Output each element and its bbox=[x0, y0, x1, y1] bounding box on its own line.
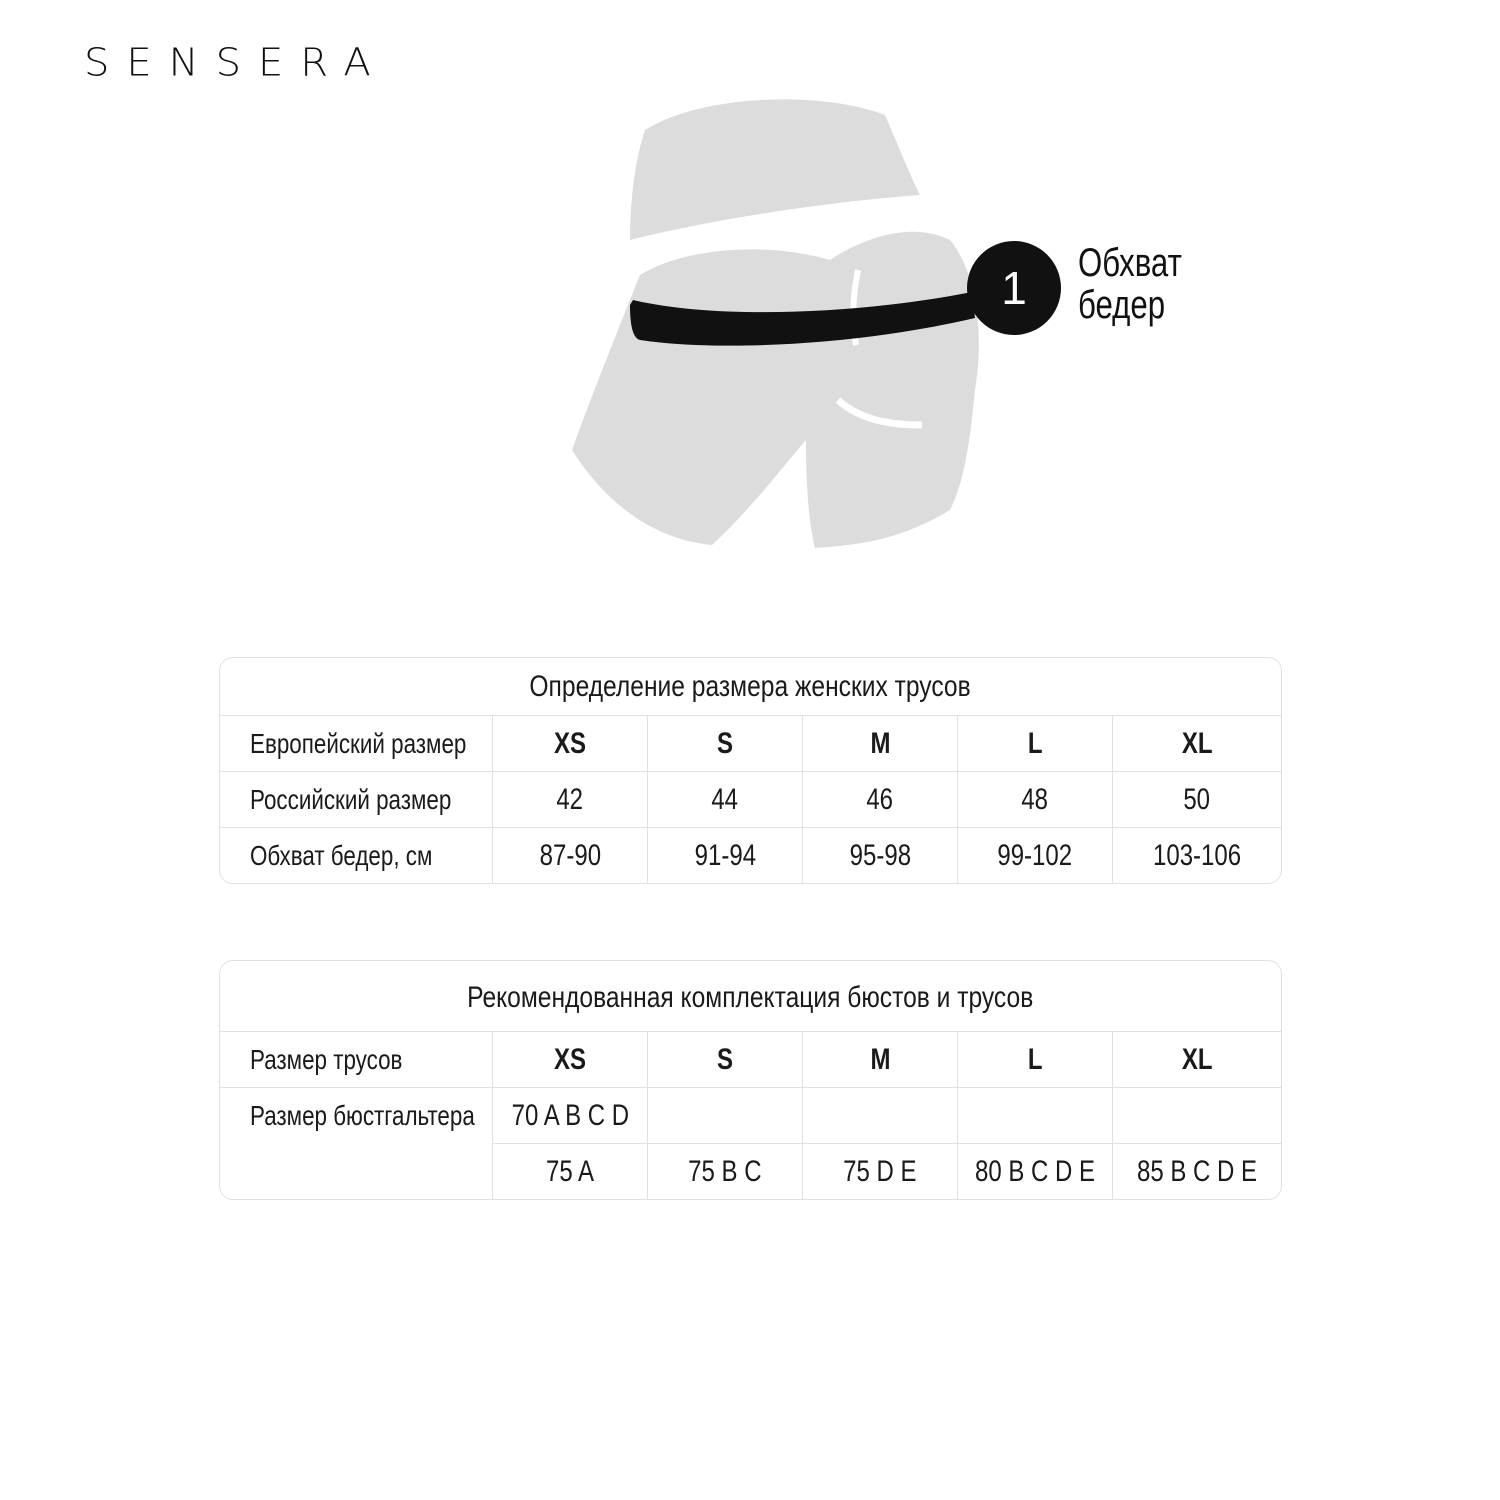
table-cell: 75 D E bbox=[802, 1144, 957, 1199]
set-table bbox=[219, 960, 1282, 1200]
table-row bbox=[492, 1144, 1281, 1199]
row-label: Европейский размер bbox=[250, 727, 467, 759]
table-cell: 48 bbox=[957, 772, 1112, 827]
table-cell: 87-90 bbox=[492, 828, 647, 883]
row-label: Размер бюстгальтера bbox=[250, 1100, 475, 1131]
marker-number: 1 bbox=[1001, 262, 1027, 314]
table-cell: XL bbox=[1112, 716, 1281, 771]
size-table bbox=[219, 657, 1282, 884]
table-cell: 103-106 bbox=[1112, 828, 1281, 883]
hips-shape bbox=[572, 232, 979, 548]
table-cell bbox=[957, 1088, 1112, 1143]
table-cell: 46 bbox=[802, 772, 957, 827]
table-cell: 80 B C D E bbox=[957, 1144, 1112, 1199]
size-table-title: Определение размера женских трусов bbox=[220, 658, 1281, 716]
table-row bbox=[220, 772, 1281, 828]
table-cell: XL bbox=[1112, 1032, 1281, 1087]
table-cell bbox=[1112, 1088, 1281, 1143]
table-cell bbox=[802, 1088, 957, 1143]
table-row bbox=[220, 1032, 1281, 1088]
row-label: Российский размер bbox=[250, 783, 452, 815]
hip-measurement-figure-icon bbox=[540, 90, 1240, 570]
set-table-title: Рекомендованная комплектация бюстов и трусов bbox=[220, 961, 1281, 1032]
table-row bbox=[220, 828, 1281, 883]
table-cell: 42 bbox=[492, 772, 647, 827]
bra-size-group bbox=[220, 1088, 1281, 1199]
table-cell: 85 B C D E bbox=[1112, 1144, 1281, 1199]
table-cell: 75 A bbox=[492, 1144, 647, 1199]
measure-label-line1: Обхват bbox=[1078, 241, 1182, 285]
table-cell: S bbox=[647, 1032, 802, 1087]
table-cell: M bbox=[802, 1032, 957, 1087]
table-cell: 99-102 bbox=[957, 828, 1112, 883]
bra-size-rows bbox=[492, 1088, 1281, 1199]
waist-band-shape bbox=[630, 99, 920, 240]
table-cell: 44 bbox=[647, 772, 802, 827]
table-cell: M bbox=[802, 716, 957, 771]
table-cell bbox=[647, 1088, 802, 1143]
table-cell: 70 A B C D bbox=[492, 1088, 647, 1143]
table-cell: L bbox=[957, 1032, 1112, 1087]
table-row bbox=[492, 1088, 1281, 1144]
table-row bbox=[220, 716, 1281, 772]
table-cell: 95-98 bbox=[802, 828, 957, 883]
table-cell: L bbox=[957, 716, 1112, 771]
measure-label bbox=[1078, 242, 1182, 326]
table-cell: XS bbox=[492, 716, 647, 771]
table-cell: 75 B C bbox=[647, 1144, 802, 1199]
table-cell: 91-94 bbox=[647, 828, 802, 883]
table-cell: 50 bbox=[1112, 772, 1281, 827]
row-label: Размер трусов bbox=[250, 1043, 403, 1075]
brand-logo: SENSERA bbox=[84, 40, 388, 86]
table-cell: S bbox=[647, 716, 802, 771]
table-cell: XS bbox=[492, 1032, 647, 1087]
measure-label-line2: бедер bbox=[1078, 283, 1166, 327]
row-label: Обхват бедер, см bbox=[250, 839, 433, 871]
